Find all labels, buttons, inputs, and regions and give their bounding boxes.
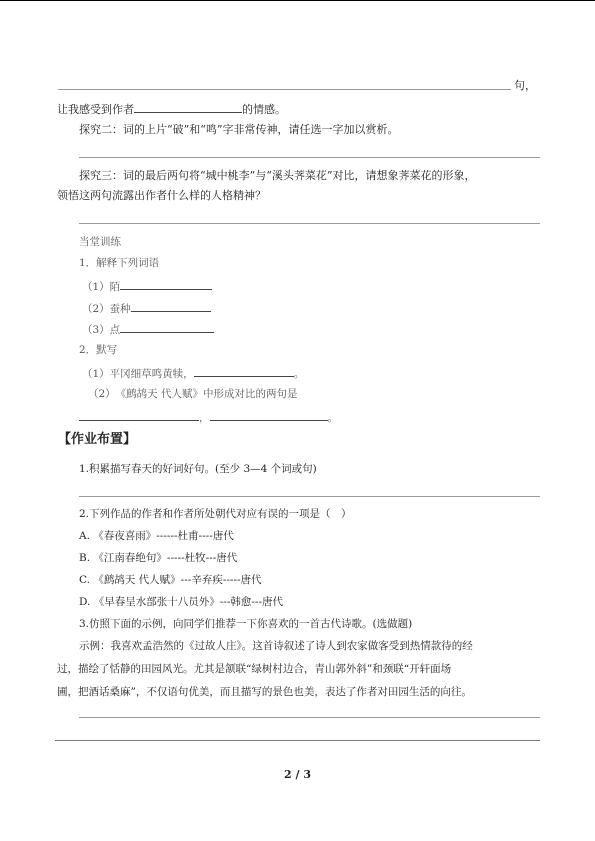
example-line2: 过，描绘了恬静的田园风光。尤其是颔联“绿树村边合，青山郭外斜”和颈联“开轩面场 (57, 663, 452, 675)
option-b: B. 《江南春绝句》-----杜牧---唐代 (79, 552, 238, 564)
q1-item-2-blank (131, 300, 211, 312)
page-top-border (0, 0, 595, 1)
q1-item-3: （3）点 (82, 321, 214, 337)
q2-blank-b (210, 409, 328, 421)
option-a: A. 《春夜喜雨》------杜甫----唐代 (79, 530, 234, 542)
answer-line-explore-three (79, 223, 540, 224)
q1-item-3-blank (120, 321, 214, 333)
answer-line-carryover (58, 89, 511, 90)
page-number: 2 / 3 (284, 768, 311, 781)
q2-blank-a (79, 409, 199, 421)
answer-line-homework-q1 (79, 496, 540, 497)
practice-q1: 1．解释下列词语 (79, 257, 160, 269)
homework-q1: 1.积累描写春天的好词好句。(至少 3—4 个词或句) (79, 463, 317, 475)
explore-three-line1: 探究三：词的最后两句将“城中桃李”与“溪头荠菜花”对比，请想象荠菜花的形象， (79, 169, 476, 182)
explore-three-line2: 领悟这两句流露出作者什么样的人格精神？ (57, 189, 266, 202)
answer-line-homework-q3 (79, 717, 540, 718)
explore-two: 探究二：词的上片“破”和“鸣”字非常传神，请任选一字加以赏析。 (79, 123, 399, 136)
answer-line-explore-two (79, 157, 540, 158)
homework-q3: 3.仿照下面的示例，向同学们推荐一下你喜欢的一首古代诗歌。(选做题) (79, 618, 413, 630)
q2-item-1: （1）平冈细草鸣黄犊， 。 (82, 365, 304, 381)
example-line3: 圃，把酒话桑麻”，不仅语句优美，而且描写的景色也美，表达了作者对田园生活的向往。 (57, 686, 472, 698)
q2-item-2: （2） 《鹧鸪天 代人赋》中形成对比的两句是 (88, 388, 298, 400)
option-d: D. 《早春呈水部张十八员外》---韩愈---唐代 (79, 596, 284, 608)
homework-q2: 2.下列作品的作者和作者所处朝代对应有误的一项是（ ） (79, 508, 352, 520)
feeling-sentence: 让我感受到作者 的情感。 (57, 103, 286, 116)
practice-title: 当堂训练 (79, 236, 121, 248)
q1-item-2: （2）蚕种 (82, 300, 211, 316)
feeling-blank (134, 101, 242, 113)
q1-item-1: （1）陌 (82, 278, 212, 294)
option-c: C. 《鹧鸪天 代人赋》---辛弃疾-----唐代 (79, 574, 262, 586)
example-line1: 示例：我喜欢孟浩然的《过故人庄》。这首诗叙述了诗人到农家做客受到热情款待的经 (79, 640, 473, 652)
q1-item-1-blank (120, 278, 212, 290)
footer-divider (55, 740, 540, 741)
q2-item-1-blank (194, 365, 294, 377)
practice-q2: 2．默写 (79, 344, 118, 356)
homework-heading: 【作业布置】 (58, 432, 137, 447)
line1-end: 句， (514, 79, 536, 92)
q2-item-2-blanks: ， 。 (79, 409, 338, 425)
